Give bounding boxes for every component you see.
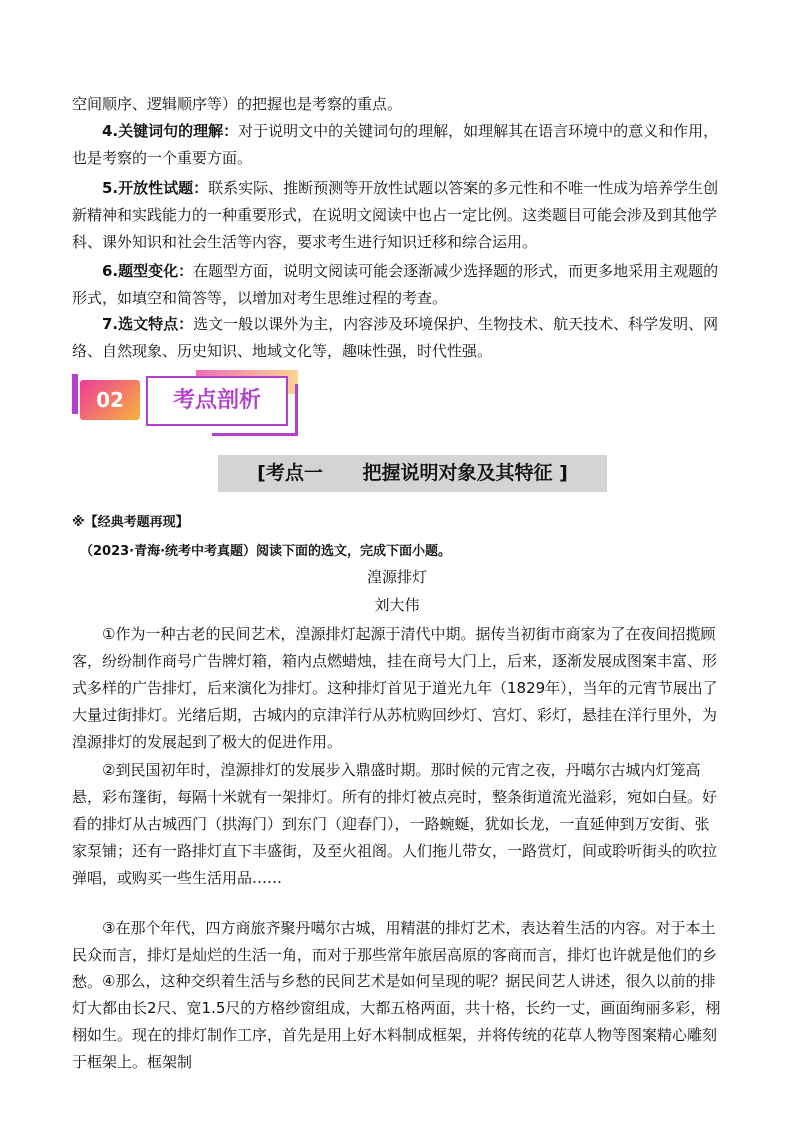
kaodian-title: [考点一 把握说明对象及其特征 ] xyxy=(218,455,607,492)
article-author: 刘大伟 xyxy=(374,596,420,614)
article-title: 湟源排灯 xyxy=(366,568,427,586)
point-text: 在题型方面，说明文阅读可能会逐渐减少选择题的形式，而更多地采用主观题的形式，如填空和简答等，以增加对考生思维过程的考查。 xyxy=(72,262,719,307)
section-number: 02 xyxy=(80,380,140,420)
point-7 xyxy=(72,311,724,365)
exam-heading: ※【经典考题再现】 xyxy=(72,515,189,530)
article-paragraph: ③在那个年代，四方商旅齐聚丹噶尔古城，用精湛的排灯艺术，表达着生活的内容。对于本土民众而言，排灯是灿烂的生活一角，而对于那些常年旅居高原的客商而言，排灯也许就是他们的乡愁。 xyxy=(72,919,718,991)
badge-corner-line xyxy=(212,433,298,436)
intro-continuation: 空间顺序、逻辑顺序等）的把握也是考察的重点。 xyxy=(72,95,403,113)
exam-source: （2023·青海·统考中考真题）阅读下面的选文，完成下面小题。 xyxy=(80,544,452,559)
point-label: 4.关键词句的理解： xyxy=(102,122,239,140)
article-paragraph: ①作为一种古老的民间艺术，湟源排灯起源于清代中期。据传当初街市商家为了在夜间招揽顾客，纷纷制作商号广告牌灯箱，箱内点燃蜡烛，挂在商号大门上，后来，逐渐发展成图案丰富、形式多样的广告排灯，后来演化为排灯。这种排灯首见于道光九年（1829年），当年的元宵节展出了大量过街排灯。光绪后期，古城内的京津洋行从苏杭购回纱灯、宫灯、彩灯，悬挂在洋行里外，为湟源排灯的发展起到了极大的促进作用。 xyxy=(72,625,718,751)
point-4 xyxy=(72,118,724,172)
article-paragraph: ④那么，这种交织着生活与乡愁的民间艺术是如何呈现的呢？据民间艺人讲述，很久以前的排灯大都由长2尺、宽1.5尺的方格纱窗组成，大都五格两面，共十格，长约一丈，画面绚丽多彩，栩栩如生。现在的排灯制作工序，首先是用上好木料制成框架，并将传统的花草人物等图案精心雕刻于框架上。框架制 xyxy=(72,972,721,1071)
point-text: 对于说明文中的关键词句的理解，如理解其在语言环境中的意义和作用，也是考察的一个重要方面。 xyxy=(72,122,719,167)
article-paragraph: ②到民国初年时，湟源排灯的发展步入鼎盛时期。那时候的元宵之夜，丹噶尔古城内灯笼高悬，彩布篷街，每隔十米就有一架排灯。所有的排灯被点亮时，整条街道流光溢彩，宛如白昼。好看的排灯从古城西门（拱海门）到东门（迎春门），一路蜿蜒，犹如长龙，一直延伸到万安街、张家泵铺；还有一路排灯直下丰盛街，及至火祖阁。人们拖儿带女，一路赏灯，间或聆听街头的吹拉弹唱，或购买一些生活用品…… xyxy=(72,761,718,887)
section-label: 考点剖析 xyxy=(146,376,288,426)
point-label: 6.题型变化： xyxy=(102,262,194,280)
point-6 xyxy=(72,258,724,312)
point-text: 联系实际、推断预测等开放性试题以答案的多元性和不唯一性成为培养学生创新精神和实践能力的一种重要形式，在说明文阅读中也占一定比例。这类题目可能会涉及到其他学科、课外知识和社会生活等内容，要求考生进行知识迁移和综合运用。 xyxy=(72,179,719,251)
badge-left-bar xyxy=(72,374,78,414)
point-label: 5.开放性试题： xyxy=(102,179,209,197)
point-5 xyxy=(72,175,724,256)
section-badge xyxy=(72,370,298,438)
point-label: 7.选文特点： xyxy=(102,315,194,333)
badge-corner-line xyxy=(295,384,298,436)
point-text: 选文一般以课外为主，内容涉及环境保护、生物技术、航天技术、科学发明、网络、自然现象、历史知识、地域文化等，趣味性强，时代性强。 xyxy=(72,315,719,360)
